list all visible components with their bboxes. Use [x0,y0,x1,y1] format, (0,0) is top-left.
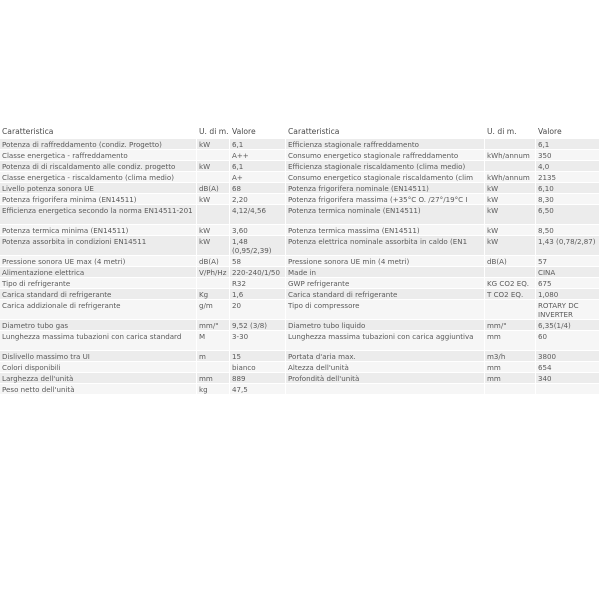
spec-name-left: Efficienza energetica secondo la norma EN14511-201 [0,205,197,225]
spec-name-right: Potenza frigorifera nominale (EN14511) [286,183,485,194]
spec-name-left: Dislivello massimo tra UI [0,351,197,362]
unit-right: KG CO2 EQ. [485,278,536,289]
unit-right [485,139,536,150]
table-row [0,225,600,236]
value-left: 6,1 [230,161,286,172]
unit-right [485,300,536,320]
unit-right: kW [485,194,536,205]
spec-name-right: Altezza dell'unità [286,362,485,373]
table-row [0,351,600,362]
unit-left: m [197,351,230,362]
spec-name-left: Potenza di raffreddamento (condiz. Progetto) [0,139,197,150]
table-row [0,373,600,384]
unit-right: kWh/annum [485,172,536,183]
value-left: 6,1 [230,139,286,150]
value-left: 4,12/4,56 [230,205,286,225]
spec-name-left: Potenza frigorifera minima (EN14511) [0,194,197,205]
unit-right [485,384,536,395]
unit-left: V/Ph/Hz [197,267,230,278]
spec-name-right: Made in [286,267,485,278]
value-left: 220-240/1/50 [230,267,286,278]
value-right: CINA [536,267,600,278]
unit-left: kg [197,384,230,395]
unit-left: M [197,331,230,351]
unit-right: m3/h [485,351,536,362]
unit-right: mm/" [485,320,536,331]
table-row [0,320,600,331]
table-row [0,161,600,172]
value-left: 1,6 [230,289,286,300]
spec-name-left: Potenza assorbita in condizioni EN14511 [0,236,197,256]
unit-right: kW [485,236,536,256]
table-row [0,183,600,194]
value-left: 2,20 [230,194,286,205]
header-caratteristica-right: Caratteristica [288,127,340,136]
unit-right [485,161,536,172]
unit-left: mm/" [197,320,230,331]
unit-right: kW [485,205,536,225]
value-right: 2135 [536,172,600,183]
unit-right [485,267,536,278]
unit-left: kW [197,225,230,236]
value-right: 675 [536,278,600,289]
value-left: 15 [230,351,286,362]
unit-left [197,150,230,161]
spec-name-left: Peso netto dell'unità [0,384,197,395]
spec-name-right: Lunghezza massima tubazioni con carica aggiuntiva [286,331,485,351]
value-left: A++ [230,150,286,161]
table-row [0,278,600,289]
spec-name-left: Alimentazione elettrica [0,267,197,278]
unit-left: kW [197,139,230,150]
table-row [0,362,600,373]
table-header [0,123,600,139]
unit-left: dB(A) [197,183,230,194]
value-right: 350 [536,150,600,161]
spec-name-left: Classe energetica - riscaldamento (clima medio) [0,172,197,183]
value-right: 57 [536,256,600,267]
spec-name-right: Portata d'aria max. [286,351,485,362]
spec-name-left: Carica standard di refrigerante [0,289,197,300]
table-row [0,172,600,183]
unit-right: kW [485,225,536,236]
value-left: R32 [230,278,286,289]
spec-name-right [286,384,485,395]
spec-name-left: Larghezza dell'unità [0,373,197,384]
header-caratteristica-left: Caratteristica [2,127,54,136]
spec-name-right: Efficienza stagionale riscaldamento (clima medio) [286,161,485,172]
table-row [0,384,600,395]
value-left: 47,5 [230,384,286,395]
spec-name-left: Carica addizionale di refrigerante [0,300,197,320]
unit-left [197,278,230,289]
value-left: 9,52 (3/8) [230,320,286,331]
spec-name-right: Potenza termica massima (EN14511) [286,225,485,236]
unit-left: kW [197,194,230,205]
value-left: bianco [230,362,286,373]
value-left: 58 [230,256,286,267]
header-value-right: Valore [538,127,562,136]
unit-right: T CO2 EQ. [485,289,536,300]
table-row [0,267,600,278]
spec-name-right: Carica standard di refrigerante [286,289,485,300]
value-left: 3,60 [230,225,286,236]
table-row [0,236,600,256]
spec-name-left: Tipo di refrigerante [0,278,197,289]
unit-left: mm [197,373,230,384]
spec-name-right: GWP refrigerante [286,278,485,289]
value-right: 6,35(1/4) [536,320,600,331]
value-right: 654 [536,362,600,373]
value-right: ROTARY DC INVERTER [536,300,600,320]
value-right: 1,43 (0,78/2,87) [536,236,600,256]
spec-name-right: Potenza elettrica nominale assorbita in caldo (EN1 [286,236,485,256]
spec-name-left: Livello potenza sonora UE [0,183,197,194]
header-unit-left: U. di m. [199,127,229,136]
unit-right: kWh/annum [485,150,536,161]
spec-name-right: Pressione sonora UE min (4 metri) [286,256,485,267]
value-right: 340 [536,373,600,384]
spec-name-left: Diametro tubo gas [0,320,197,331]
spec-name-right: Profondità dell'unità [286,373,485,384]
table-body [0,139,600,395]
value-right: 6,50 [536,205,600,225]
table-row [0,139,600,150]
value-right: 8,30 [536,194,600,205]
value-left: A+ [230,172,286,183]
unit-right: mm [485,362,536,373]
table-row [0,256,600,267]
value-right: 6,1 [536,139,600,150]
unit-left: kW [197,161,230,172]
table-row [0,194,600,205]
spec-name-right: Diametro tubo liquido [286,320,485,331]
spec-name-left: Lunghezza massima tubazioni con carica standard [0,331,197,351]
table-row [0,300,600,320]
unit-right: mm [485,373,536,384]
unit-right: kW [485,183,536,194]
spec-name-right: Efficienza stagionale raffreddamento [286,139,485,150]
table-row [0,205,600,225]
value-left: 3-30 [230,331,286,351]
unit-left [197,205,230,225]
header-value-left: Valore [232,127,256,136]
value-right: 1,080 [536,289,600,300]
spec-name-left: Classe energetica - raffreddamento [0,150,197,161]
unit-right: dB(A) [485,256,536,267]
spec-name-right: Tipo di compressore [286,300,485,320]
value-right: 3800 [536,351,600,362]
unit-left: kW [197,236,230,256]
spec-name-left: Potenza di di riscaldamento alle condiz. progetto [0,161,197,172]
value-left: 1,48 (0,95/2,39) [230,236,286,256]
unit-right: mm [485,331,536,351]
spec-name-left: Potenza termica minima (EN14511) [0,225,197,236]
unit-left [197,362,230,373]
unit-left [197,172,230,183]
value-left: 68 [230,183,286,194]
value-left: 889 [230,373,286,384]
header-unit-right: U. di m. [487,127,517,136]
unit-left: dB(A) [197,256,230,267]
value-right [536,384,600,395]
spec-name-right: Potenza frigorifera massima (+35°C O. /27°/19°C I [286,194,485,205]
value-right: 6,10 [536,183,600,194]
unit-left: Kg [197,289,230,300]
spec-name-left: Pressione sonora UE max (4 metri) [0,256,197,267]
table-row [0,150,600,161]
spec-name-left: Colori disponibili [0,362,197,373]
spec-table [0,123,600,395]
value-right: 8,50 [536,225,600,236]
value-right: 4,0 [536,161,600,172]
unit-left: g/m [197,300,230,320]
value-right: 60 [536,331,600,351]
value-left: 20 [230,300,286,320]
spec-name-right: Consumo energetico stagionale raffreddamento [286,150,485,161]
table-row [0,331,600,351]
spec-name-right: Consumo energetico stagionale riscaldamento (clim [286,172,485,183]
spec-name-right: Potenza termica nominale (EN14511) [286,205,485,225]
table-row [0,289,600,300]
